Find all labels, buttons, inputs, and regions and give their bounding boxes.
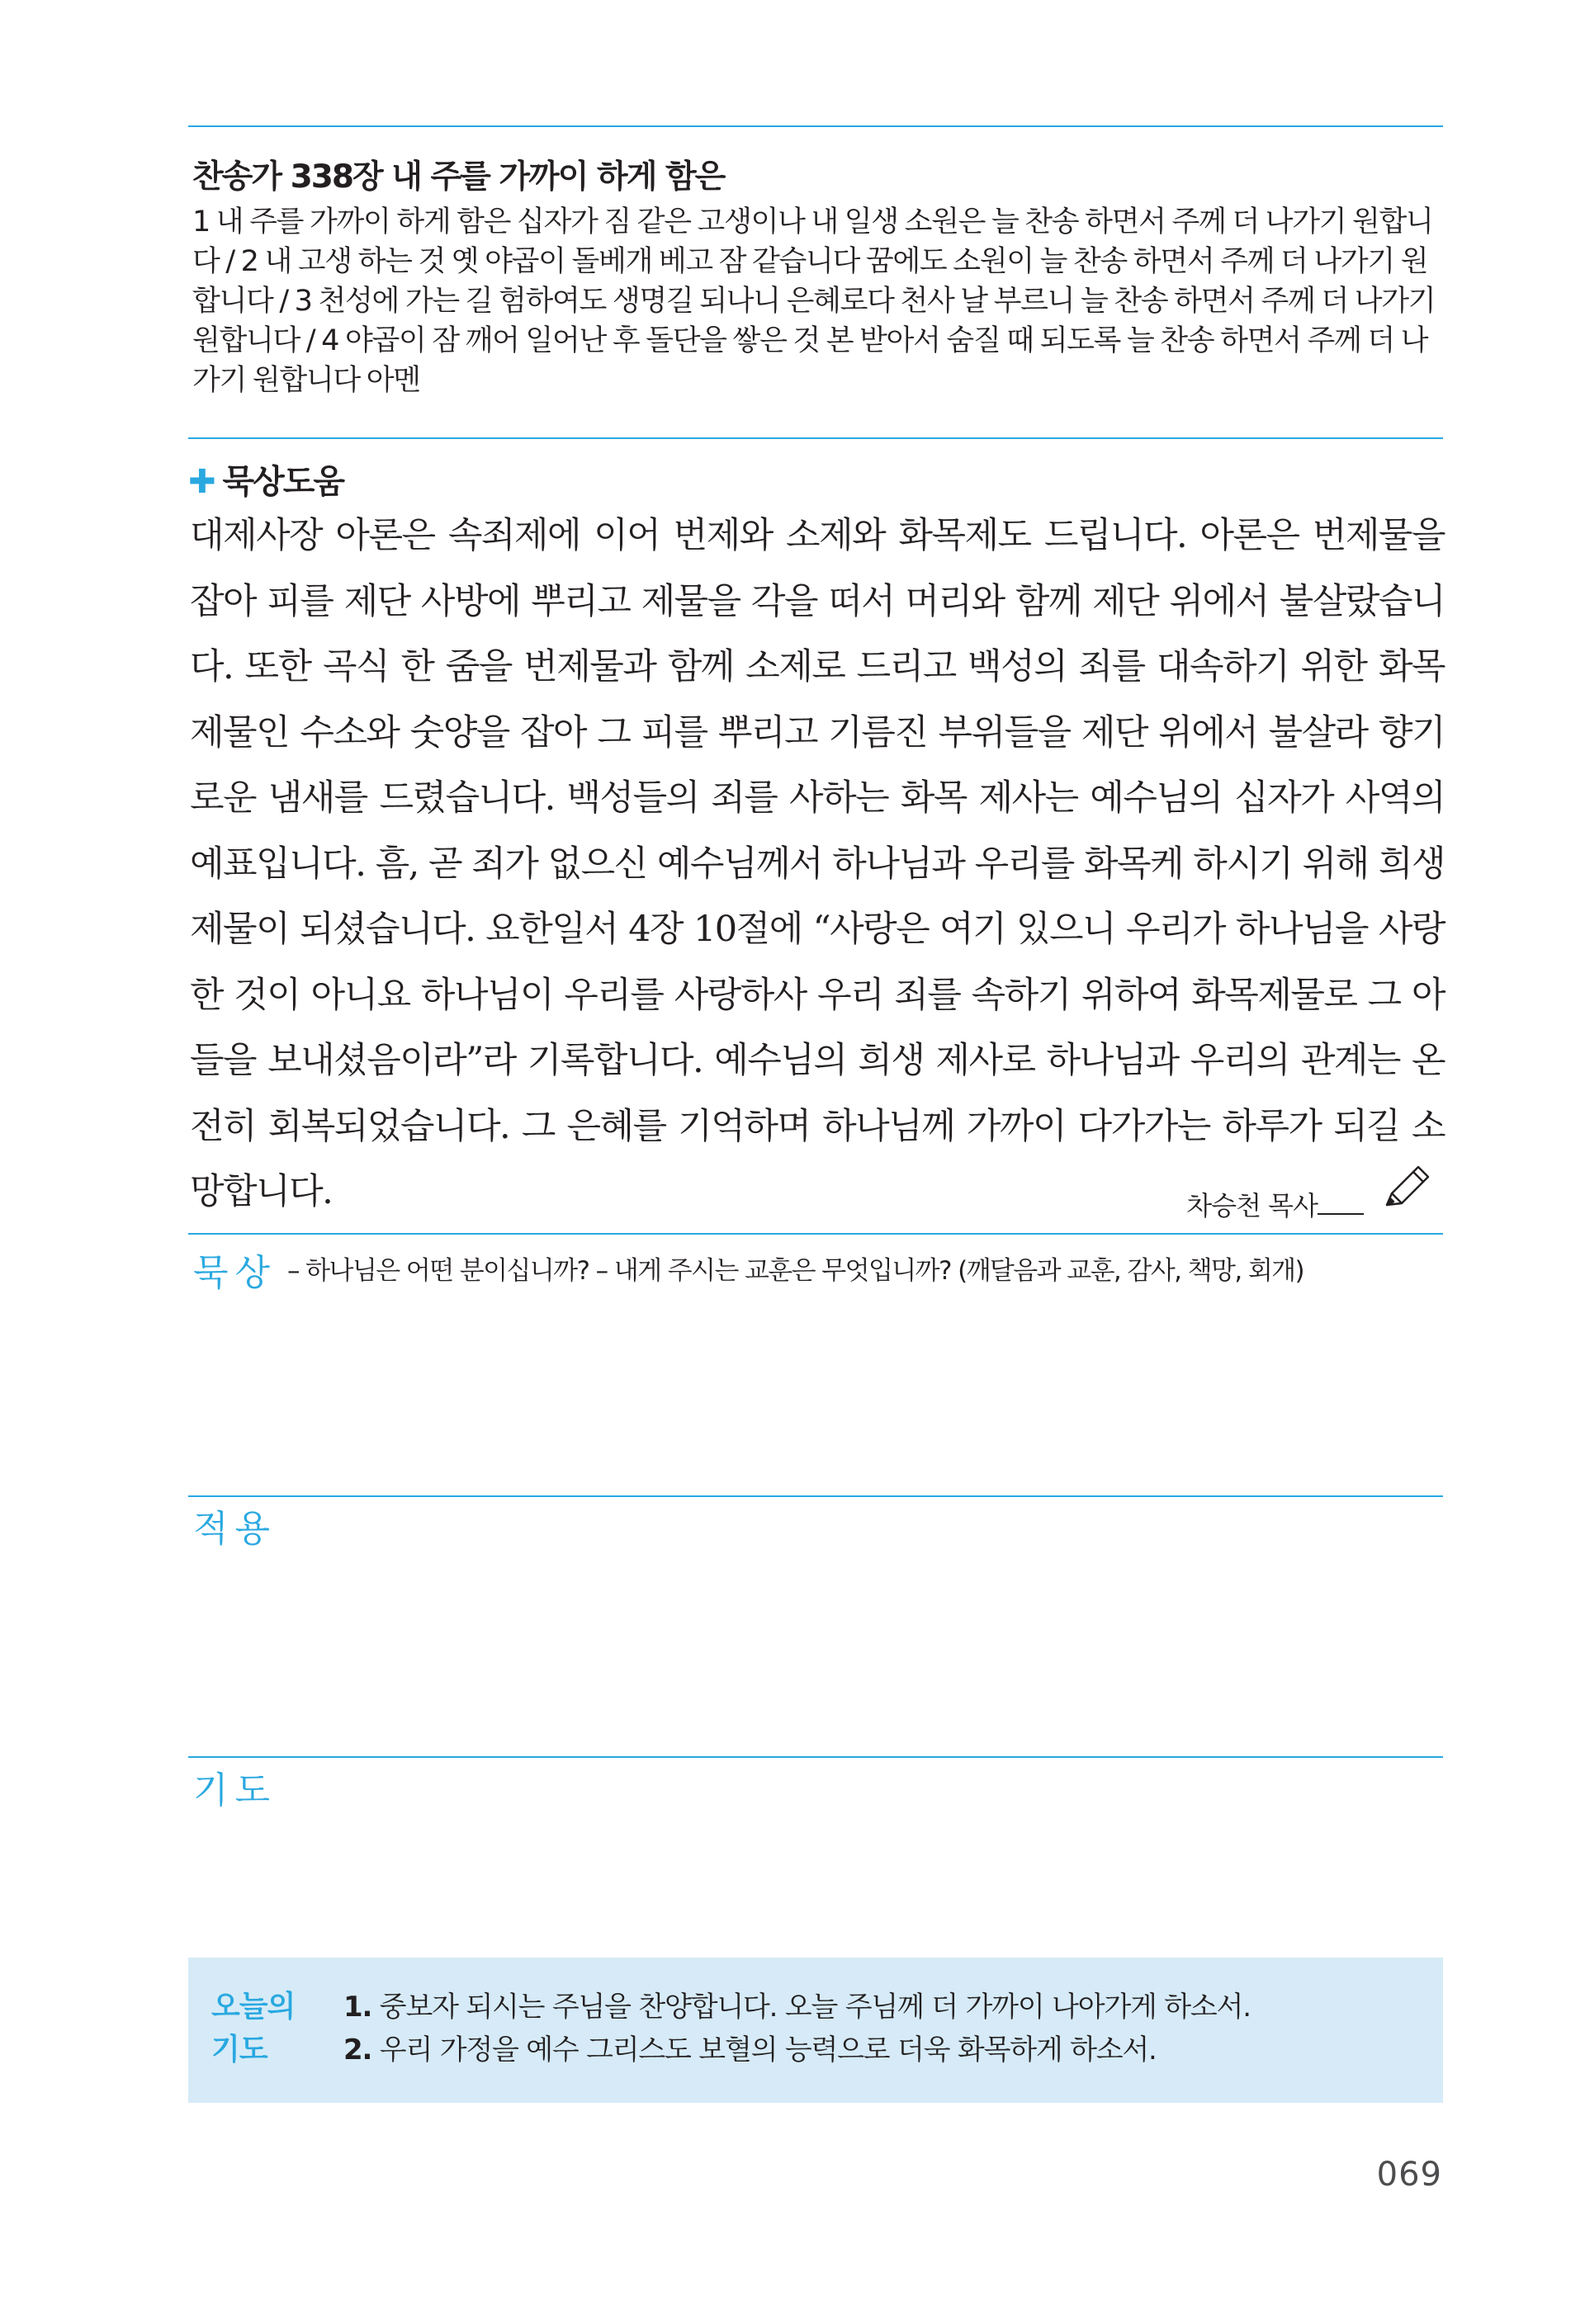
hymn-title: 찬송가 338장 내 주를 가까이 하게 함은 — [192, 158, 725, 196]
author-underline — [1318, 1213, 1364, 1215]
todays-prayer-list — [343, 1986, 1251, 2071]
mukseong-label: 묵상 — [193, 1252, 277, 1294]
plus-icon: ✚ — [188, 463, 215, 501]
hymn-lyrics: 1 내 주를 가까이 하게 함은 십자가 짐 같은 고생이나 내 일생 소원은 늘 찬송 하면서 주께 더 나가기 원합니다 / 2 내 고생 하는 것 옛 야곱이 돌베개 베고 잠 같습니다 꿈에도 소원이 늘 찬송 하면서 주께 더 나가기 원합니다 / 3 천성에 가는 길 험하여도 생명길 되나니 은혜로다 천사 날 부르니 늘 찬송 하면서 주께 더 나가기 원합니다 / 4 야곱이 잠 깨어 일어난 후 돌단을 쌓은 것 본 받아서 숨질 때 되도록 늘 찬송 하면서 주께 더 나가기 원합니다 아멘 — [192, 205, 1436, 397]
mukseong-questions: – 하나님은 어떤 분이십니까? – 내게 주시는 교훈은 무엇입니까? (깨달음과 교훈, 감사, 책망, 회개) — [287, 1256, 1304, 1286]
prayer-divider — [188, 1756, 1443, 1758]
pencil-icon — [1380, 1162, 1438, 1212]
todays-prayer-box — [188, 1958, 1443, 2103]
hymn-divider — [188, 437, 1443, 439]
prayer-item-text: 중보자 되시는 주님을 찬양합니다. 오늘 주님께 더 가까이 나아가게 하소서. — [379, 1991, 1251, 2024]
mukseong-divider — [188, 1233, 1443, 1235]
prayer-item — [343, 2029, 1251, 2071]
meditation-body: 대제사장 아론은 속죄제에 이어 번제와 소제와 화목제도 드립니다. 아론은 번제물을 잡아 피를 제단 사방에 뿌리고 제물을 각을 떠서 머리와 함께 제단 위에서 불살랐습니다. 또한 곡식 한 줌을 번제물과 함께 소제로 드리고 백성의 죄를 대속하기 위한 화목제물인 수소와 숫양을 잡아 그 피를 뿌리고 기름진 부위들을 제단 위에서 불살라 향기로운 냄새를 드렸습니다. 백성들의 죄를 사하는 화목 제사는 예수님의 십자가 사역의 예표입니다. 흠, 곧 죄가 없으신 예수님께서 하나님과 우리를 화목케 하시기 위해 희생제물이 되셨습니다. 요한일서 4장 10절에 “사랑은 여기 있으니 우리가 하나님을 사랑한 것이 아니요 하나님이 우리를 사랑하사 우리 죄를 속하기 위하여 화목제물로 그 아들을 보내셨음이라”라 기록합니다. 예수님의 희생 제사로 하나님과 우리의 관계는 온전히 회복되었습니다. 그 은혜를 기억하며 하나님께 가까이 다가가는 하루가 되길 소망합니다. — [190, 515, 1445, 1212]
top-divider — [188, 125, 1443, 127]
prayer-label: 기도 — [193, 1769, 277, 1811]
prayer-item-text: 우리 가정을 예수 그리스도 보혈의 능력으로 더욱 화목하게 하소서. — [379, 2034, 1157, 2067]
prayer-item-number: 1. — [343, 1991, 372, 2024]
application-label: 적용 — [193, 1508, 277, 1550]
meditation-heading-label: 묵상도움 — [222, 463, 344, 501]
meditation-heading — [188, 456, 343, 503]
application-divider — [188, 1495, 1443, 1497]
page-number: 069 — [1376, 2156, 1442, 2194]
prayer-item-number: 2. — [343, 2034, 372, 2067]
prayer-item — [343, 1986, 1251, 2029]
author — [1186, 1185, 1364, 1223]
todays-prayer-label: 오늘의 기도 — [211, 1990, 296, 2067]
author-name: 차승천 목사 — [1186, 1190, 1318, 1221]
